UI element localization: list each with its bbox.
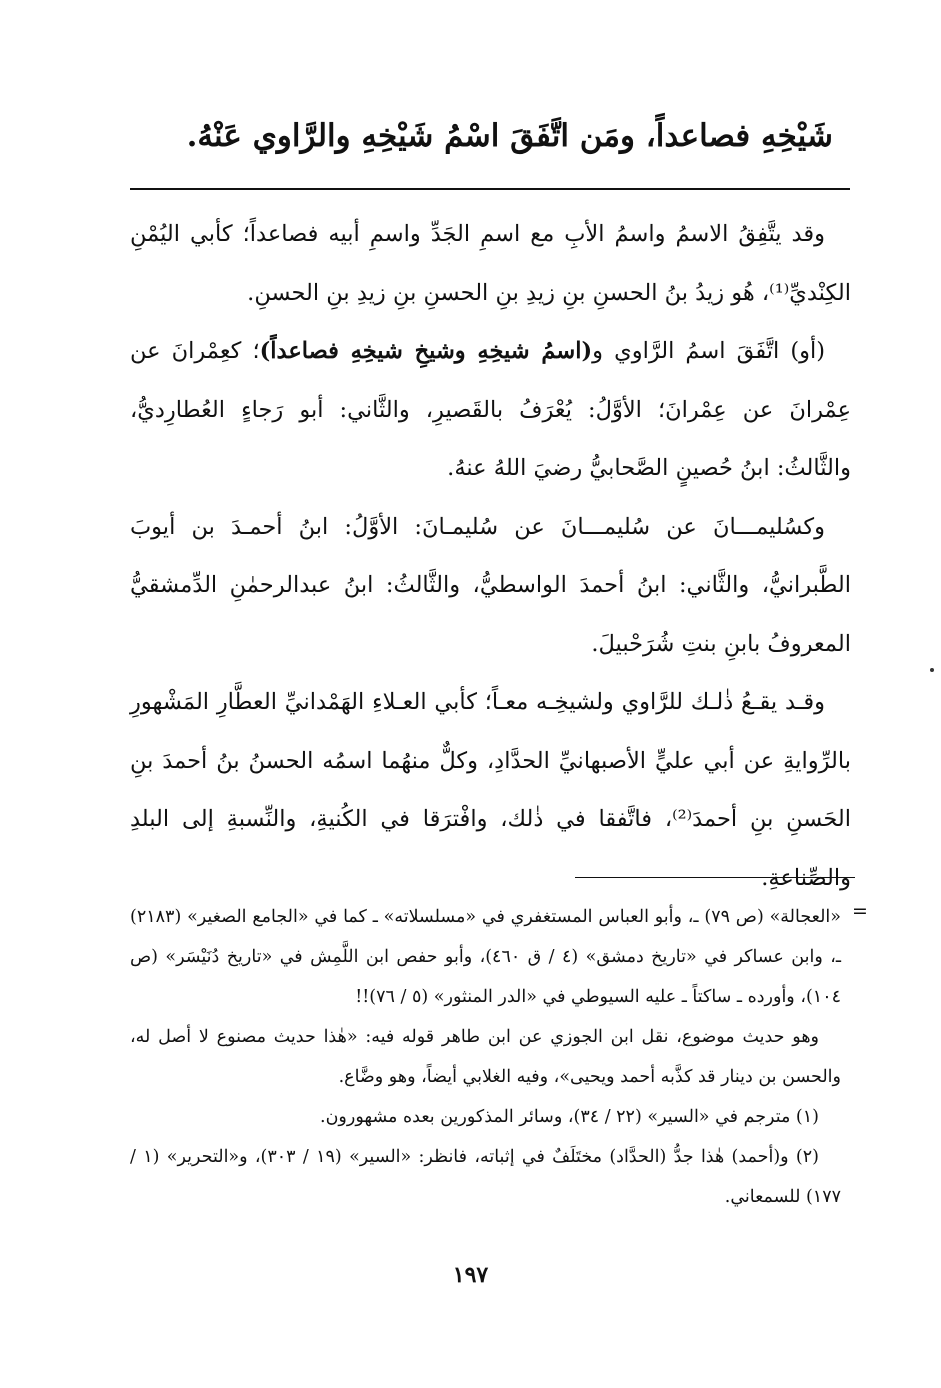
paragraph-2-rest: ؛ كعِمْرانَ عن عِمْرانَ عن عِمْرانَ؛ الأوَّلُ: يُعْرَفُ بالقَصيرِ، والثَّاني: أبو رَجاءٍ العُطارِديُّ، والثَّالثُ: ابنُ حُصينٍ الصَّحابيُّ رضيَ اللهُ عنهُ.: [130, 338, 851, 481]
page-number: ١٩٧: [452, 1262, 489, 1288]
heading-divider: [130, 188, 850, 190]
paragraph-2: [130, 322, 851, 498]
paragraph-1: وقد يتَّفِقُ الاسمُ واسمُ الأبِ مع اسمِ الجَدِّ واسمِ أبيه فصاعداً؛ كأبي اليُمْنِ الكِنْديِّ⁽¹⁾، هُو زيدُ بنُ الحسنِ بنِ زيدِ بنِ الحسنِ بنِ زيدِ بنِ الحسنِ.: [130, 221, 851, 306]
paragraph-3: وكسُليمـــانَ عن سُليمـــانَ عن سُليمـانَ: الأوَّلُ: ابنُ أحمـدَ بن أيوبَ الطَّبرانيُّ، والثَّاني: ابنُ أحمدَ الواسطيُّ، والثَّالثُ: ابنُ عبدالرحمٰنِ الدِّمشقيُّ المعروفُ بابنِ بنتِ شُرَحْبيلَ.: [130, 513, 851, 657]
footnote-divider: [575, 877, 855, 878]
section-heading: شَيْخِهِ فصاعداً، ومَن اتَّفَقَ اسْمُ شَيْخِهِ والرَّاوي عَنْهُ.: [186, 118, 833, 154]
footnote-1: (١) مترجم في «السير» (٢٢ / ٣٤)، وسائر المذكورين بعده مشهورون.: [320, 1107, 819, 1127]
footnotes: [130, 897, 841, 1217]
page-speck: [930, 668, 934, 672]
footnote-remark: وهو حديث موضوع، نقل ابن الجوزي عن ابن طاهر قوله فيه: «هٰذا حديث مصنوع لا أصل له، والحسن بن دينار قد كذَّبه أحمد ويحيى»، وفيه الغلابي أيضاً، وهو وضَّاع.: [130, 1027, 841, 1087]
footnote-continuation: «العجالة» (ص ٧٩) ـ، وأبو العباس المستغفري في «مسلسلاته» ـ كما في «الجامع الصغير» (٢١٨٣) ـ، وابن عساكر في «تاريخ دمشق» (٤ / ق ٤٦٠)، وأبو حفص ابن اللَّمِش في «تاريخ دُنَيْسَر» (ص ١٠٤)، وأورده ـ ساكتاً ـ عليه السيوطي في «الدر المنثور» (٥ / ٧٦)!!: [130, 907, 841, 1007]
paragraph-2-bold-matn: (اسمُ شيخِهِ وشيخِ شيخِهِ فصاعداً): [259, 338, 593, 364]
paragraph-2-opening: (أو) اتَّفَقَ اسمُ الرَّاوي و: [592, 338, 825, 364]
footnote-2: (٢) و(أحمد) هٰذا جدُّ (الحدَّاد) مختَلَفٌ في إثباته، فانظر: «السير» (١٩ / ٣٠٣)، و«التحرير» (١ / ١٧٧) للسمعاني.: [130, 1147, 841, 1207]
footnote-continuation-mark: =: [852, 900, 868, 922]
paragraph-4: وقـد يقـعُ ذٰلـك للرَّاوي ولشيخِـه معـاً؛ كأبي العـلاءِ الهَمْدانيِّ العطَّارِ المَشْهورِ بالرِّوايةِ عن أبي عليٍّ الأصبهانيِّ الحدَّادِ، وكلٌّ منهُما اسمُه الحسنُ بنُ أحمدَ بنِ الحَسنِ بنِ أحمدَ⁽²⁾، فاتَّفقا في ذٰلك، وافْترَقا في الكُنيةِ، والنِّسبةِ إلى البلدِ والصِّناعةِ.: [130, 689, 852, 891]
main-text: [130, 205, 851, 907]
